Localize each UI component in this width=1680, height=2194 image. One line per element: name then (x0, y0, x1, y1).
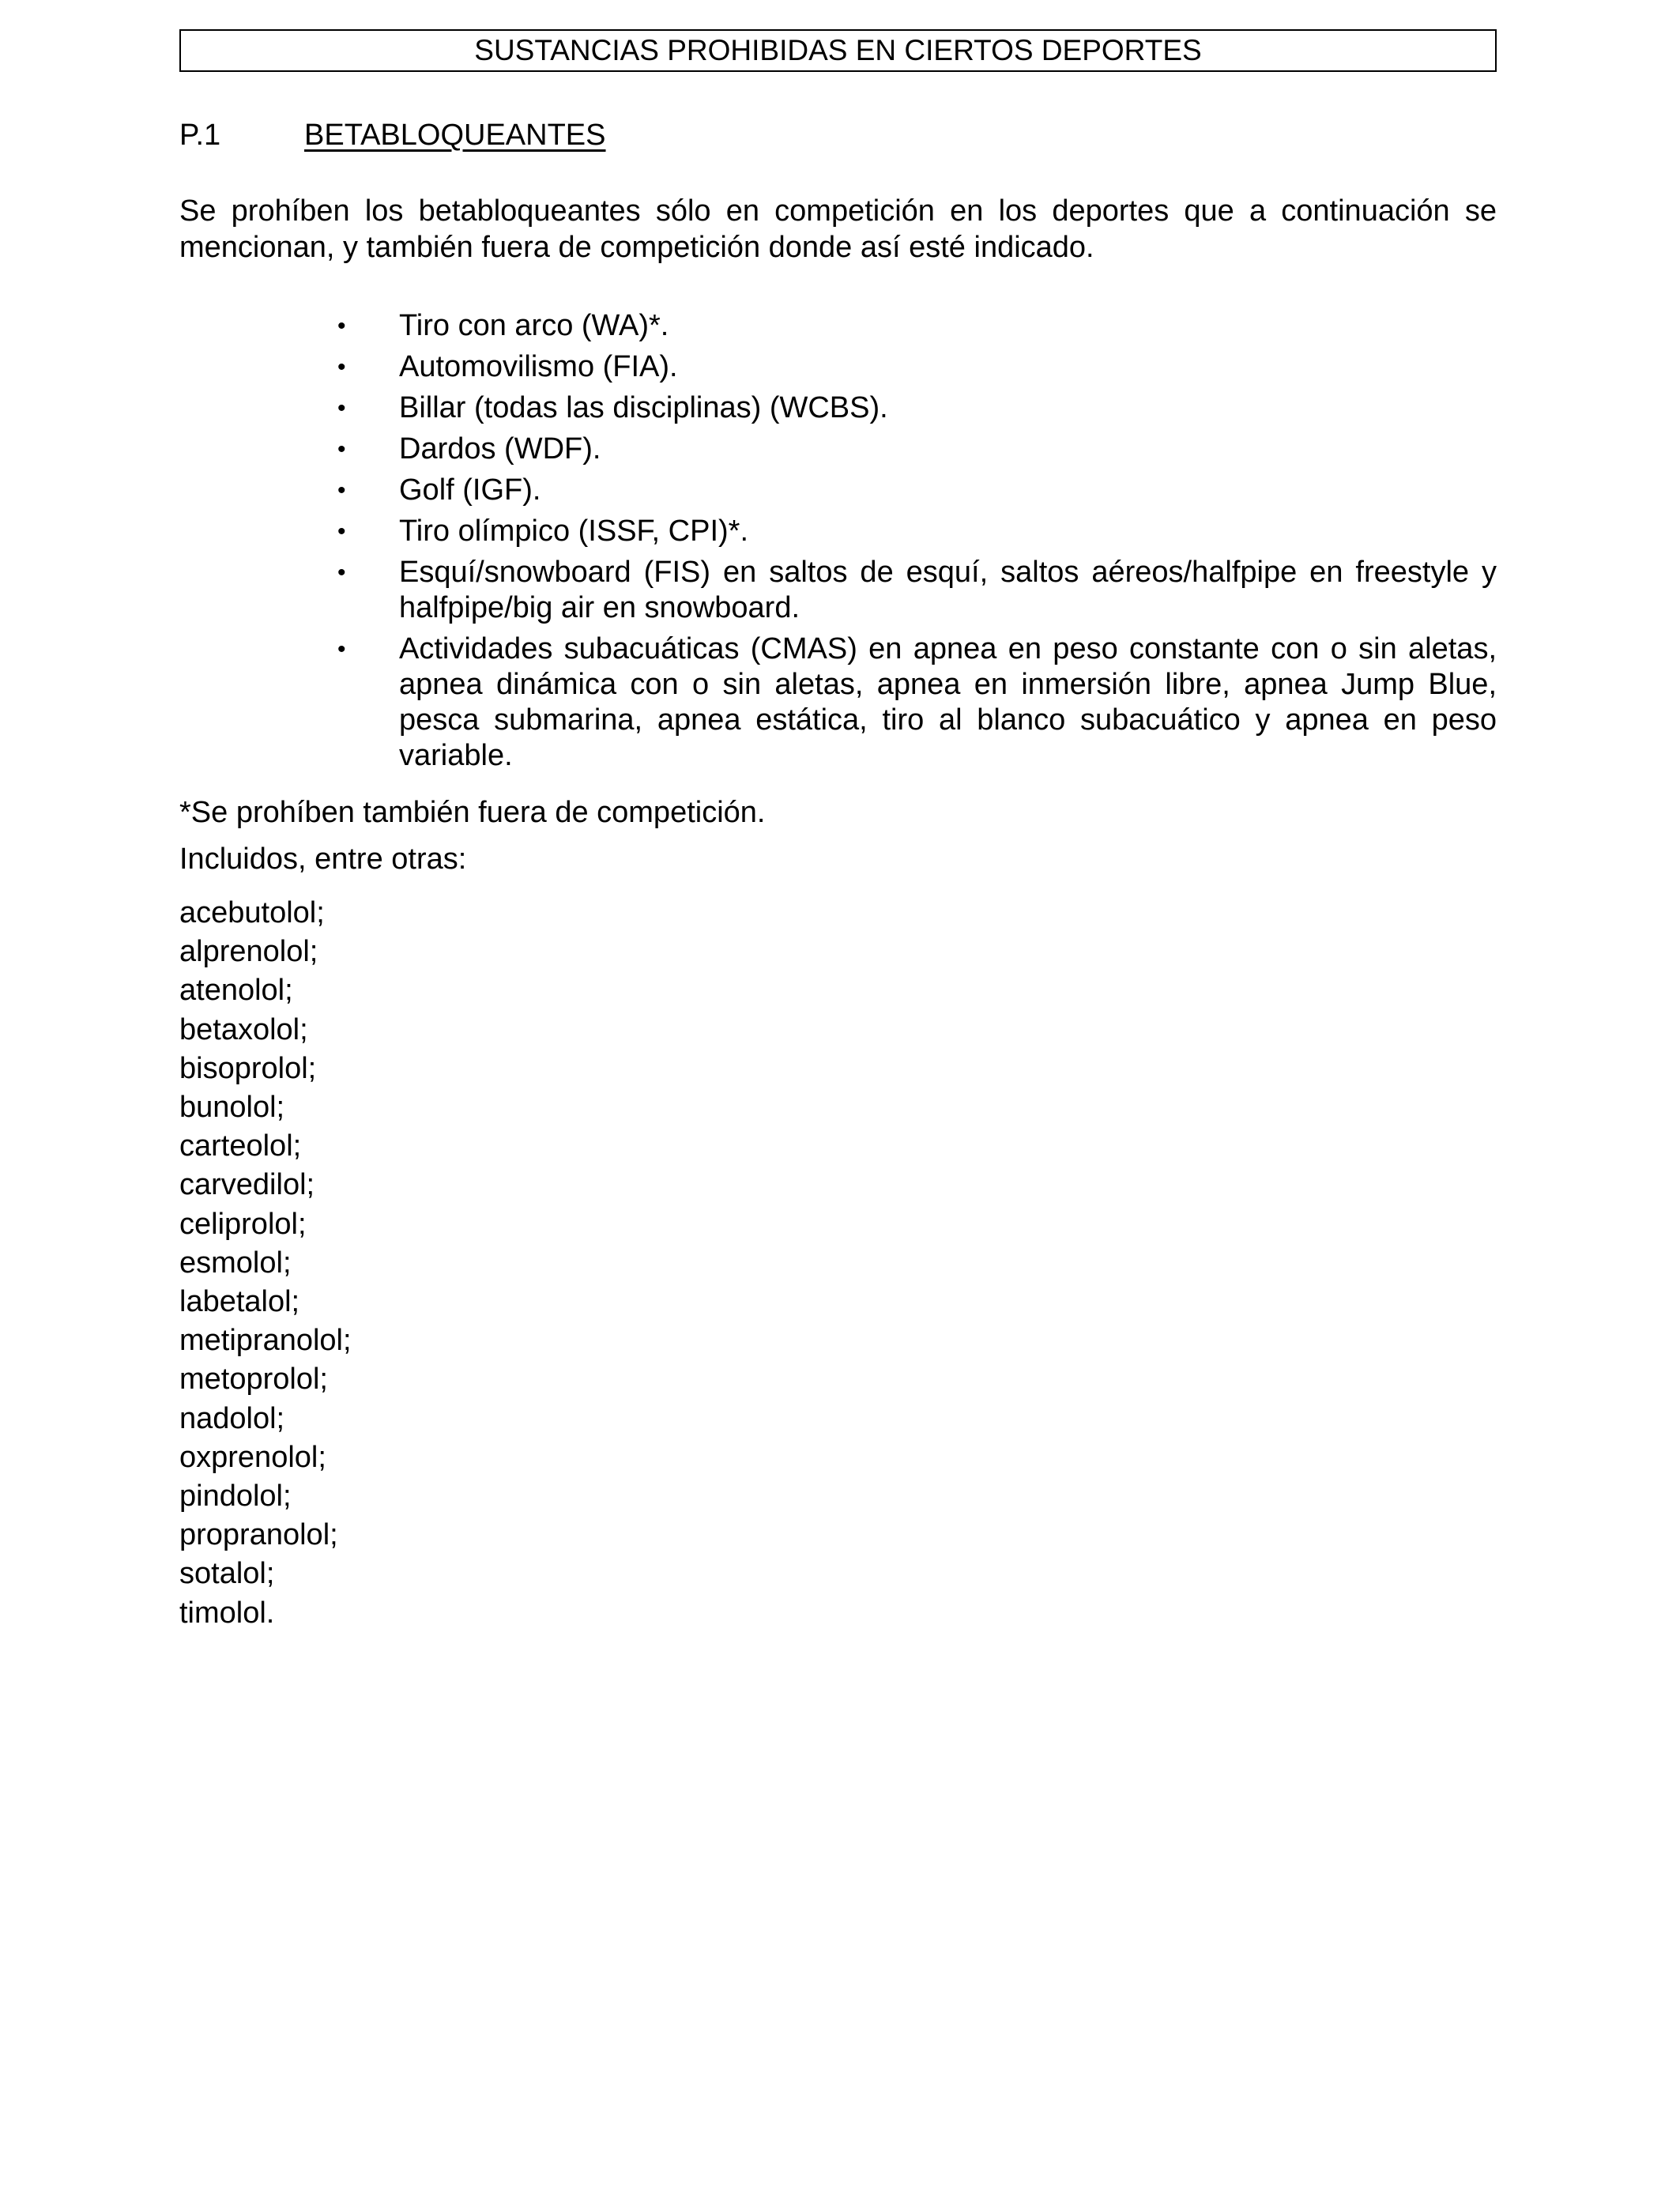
substance-item: labetalol; (179, 1285, 300, 1319)
substance-item: acebutolol; (179, 896, 325, 929)
bullet-icon: • (337, 395, 346, 421)
substances-list (179, 894, 352, 1633)
sport-text: Dardos (WDF). (399, 432, 601, 466)
sport-text: Actividades subacuáticas (CMAS) en apnea en peso constante con o sin aletas, apnea dinámica con o sin aletas, apnea en inmersión libre, apnea Jump Blue, pesca submarina, apnea estática, tiro al blanco subacuático y apnea en peso variable. (399, 632, 1497, 772)
sport-list-item (179, 514, 1497, 549)
sport-text: Automovilismo (FIA). (399, 350, 678, 383)
substance-item: oxprenolol; (179, 1440, 326, 1474)
bullet-icon: • (337, 560, 346, 586)
substance-item: metoprolol; (179, 1363, 328, 1397)
substance-item: sotalol; (179, 1557, 275, 1591)
document-title: SUSTANCIAS PROHIBIDAS EN CIERTOS DEPORTES (179, 29, 1497, 72)
substance-item: carvedilol; (179, 1168, 315, 1202)
sport-list-item (179, 308, 1497, 344)
footnote: *Se prohíben también fuera de competición. (179, 796, 766, 829)
substance-item: metipranolol; (179, 1324, 352, 1358)
bullet-icon: • (337, 354, 346, 380)
substance-item: bisoprolol; (179, 1051, 317, 1085)
sport-list-item (179, 555, 1497, 626)
substance-item: celiprolol; (179, 1207, 307, 1241)
section-number: P.1 (179, 119, 221, 152)
substance-item: esmolol; (179, 1246, 292, 1280)
sport-list-item (179, 432, 1497, 467)
substance-item: alprenolol; (179, 935, 318, 969)
substance-item: pindolol; (179, 1480, 292, 1514)
section-heading: BETABLOQUEANTES (304, 119, 606, 152)
substance-item: propranolol; (179, 1518, 338, 1552)
substance-item: betaxolol; (179, 1012, 308, 1046)
substance-item: atenolol; (179, 974, 293, 1008)
substance-item: timolol. (179, 1596, 275, 1630)
bullet-icon: • (337, 436, 346, 462)
bullet-icon: • (337, 636, 346, 662)
sport-text: Esquí/snowboard (FIS) en saltos de esquí, saltos aéreos/halfpipe en freestyle y halfpipe/big air en snowboard. (399, 556, 1497, 624)
sport-list-item (179, 390, 1497, 426)
included-label: Incluidos, entre otras: (179, 843, 467, 876)
sport-text: Tiro con arco (WA)*. (399, 309, 669, 342)
bullet-icon: • (337, 518, 346, 545)
section-header (179, 115, 606, 155)
sports-list (179, 308, 1497, 779)
sport-text: Billar (todas las disciplinas) (WCBS). (399, 391, 888, 424)
substance-item: carteolol; (179, 1129, 302, 1163)
substance-item: bunolol; (179, 1091, 285, 1125)
sport-list-item (179, 631, 1497, 774)
bullet-icon: • (337, 477, 346, 503)
sport-text: Golf (IGF). (399, 473, 541, 507)
sport-list-item (179, 349, 1497, 385)
substance-item: nadolol; (179, 1401, 285, 1435)
intro-paragraph: Se prohíben los betabloqueantes sólo en competición en los deportes que a continuación se mencionan, y también fuera de competición donde así esté indicado. (179, 194, 1497, 264)
sport-list-item (179, 473, 1497, 508)
bullet-icon: • (337, 313, 346, 339)
sport-text: Tiro olímpico (ISSF, CPI)*. (399, 515, 749, 548)
